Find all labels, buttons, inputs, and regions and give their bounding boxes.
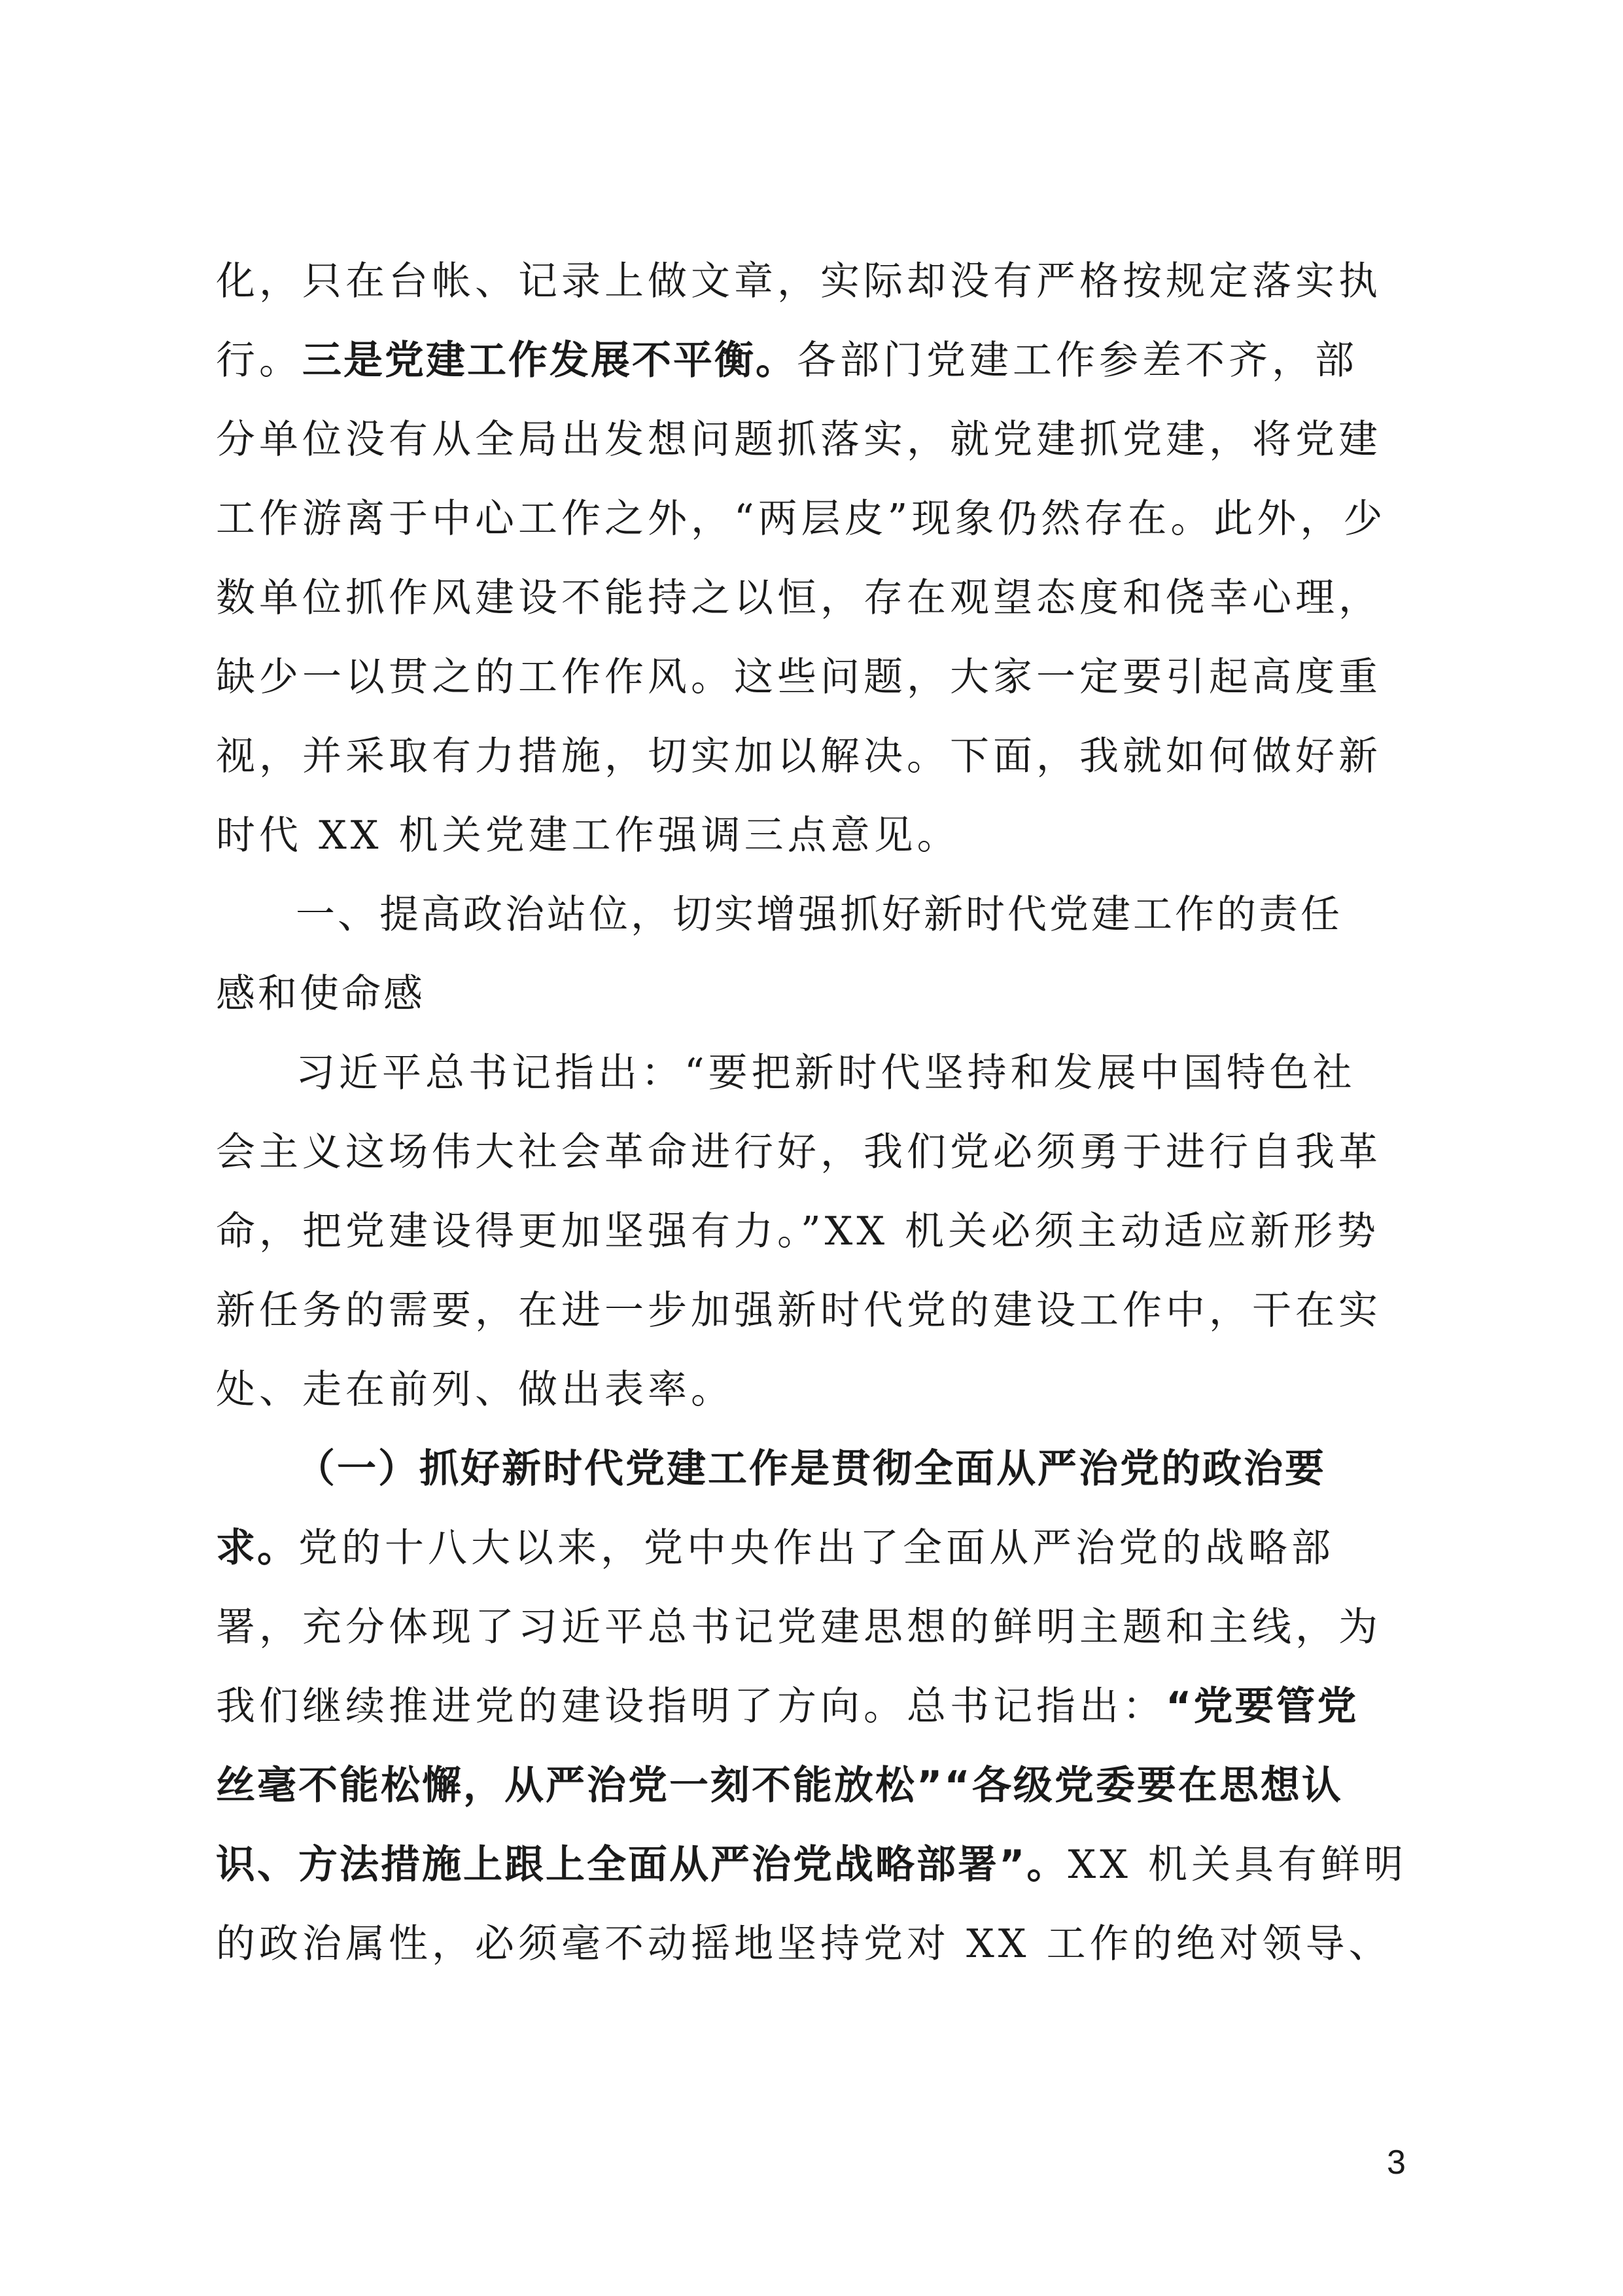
bold-text-segment: 丝毫不能松懈，从严治党一刻不能放松”“各级党委要在思想认: [216, 1763, 1343, 1809]
paragraph-line: [216, 1271, 1413, 1350]
text-segment: 数单位抓作风建设不能持之以恒，存在观望态度和侥幸心理，: [216, 575, 1382, 621]
text-segment: 党的十八大以来，党中央作出了全面从严治党的战略部: [298, 1525, 1335, 1571]
bold-text-segment: 求。: [216, 1525, 298, 1571]
text-segment: 的政治属性，必须毫不动摇地坚持党对 XX 工作的绝对领导、: [216, 1921, 1392, 1967]
text-segment: 缺少一以贯之的工作作风。这些问题，大家一定要引起高度重: [216, 654, 1382, 700]
paragraph-line: [216, 717, 1413, 796]
paragraph-line: [216, 1034, 1493, 1112]
paragraph-line: [216, 1509, 1413, 1587]
text-segment: 署，充分体现了习近平总书记党建思想的鲜明主题和主线，为: [216, 1604, 1382, 1650]
text-segment: 命，把党建设得更加坚强有力。”XX 机关必须主动适应新形势: [216, 1209, 1380, 1254]
bold-text-segment: （一）抓好新时代党建工作是贯彻全面从严治党的政治要: [296, 1446, 1326, 1492]
section-heading-line: [216, 875, 1493, 954]
paragraph-line: [216, 1192, 1413, 1271]
paragraph-line: [216, 480, 1413, 558]
paragraph-line: [216, 1588, 1413, 1667]
paragraph-line: [216, 1667, 1413, 1746]
paragraph-line: [216, 1746, 1413, 1825]
text-segment: 时代 XX 机关党建工作强调三点意见。: [216, 813, 960, 858]
bold-text-segment: “党要管党: [1166, 1684, 1359, 1729]
text-segment: XX 机关具有鲜明: [1068, 1842, 1407, 1888]
paragraph-line: [216, 1351, 1413, 1429]
page-number: 3: [1387, 2144, 1406, 2181]
bold-text-segment: 三是党建工作发展不平衡。: [302, 338, 797, 383]
text-segment: 会主义这场伟大社会革命进行好，我们党必须勇于进行自我革: [216, 1129, 1382, 1175]
text-segment: 分单位没有从全局出发想问题抓落实，就党建抓党建，将党建: [216, 417, 1382, 463]
text-segment: 化，只在台帐、记录上做文章，实际却没有严格按规定落实执: [216, 258, 1382, 304]
paragraph-line: [216, 242, 1413, 321]
paragraph-line: [216, 559, 1413, 637]
paragraph-line: [216, 796, 1413, 875]
paragraph-line: [216, 321, 1413, 400]
text-segment: 视，并采取有力措施，切实加以解决。下面，我就如何做好新: [216, 733, 1382, 779]
paragraph-line: [216, 1113, 1413, 1192]
text-segment: 新任务的需要，在进一步加强新时代党的建设工作中，干在实: [216, 1288, 1382, 1333]
paragraph-line: [216, 1826, 1413, 1904]
paragraph-line: [216, 638, 1413, 716]
text-segment: 习近平总书记指出：“要把新时代坚持和发展中国特色社: [296, 1050, 1356, 1096]
paragraph-line: [216, 1905, 1413, 1983]
paragraph-line: [216, 400, 1413, 479]
text-segment: 工作游离于中心工作之外，“两层皮”现象仍然存在。此外，少: [216, 496, 1387, 542]
text-segment: 我们继续推进党的建设指明了方向。总书记指出：: [216, 1684, 1166, 1729]
text-segment: 处、走在前列、做出表率。: [216, 1367, 734, 1413]
text-segment: 感和使命感: [216, 971, 425, 1017]
section-heading-line: [216, 955, 1413, 1033]
bold-text-segment: 识、方法措施上跟上全面从严治党战略部署”。: [216, 1842, 1068, 1888]
text-segment: 各部门党建工作参差不齐，部: [797, 338, 1358, 383]
text-segment: 一、提高政治站位，切实增强抓好新时代党建工作的责任: [296, 892, 1342, 938]
paragraph-line: [216, 1430, 1493, 1508]
text-segment: 行。: [216, 338, 302, 383]
